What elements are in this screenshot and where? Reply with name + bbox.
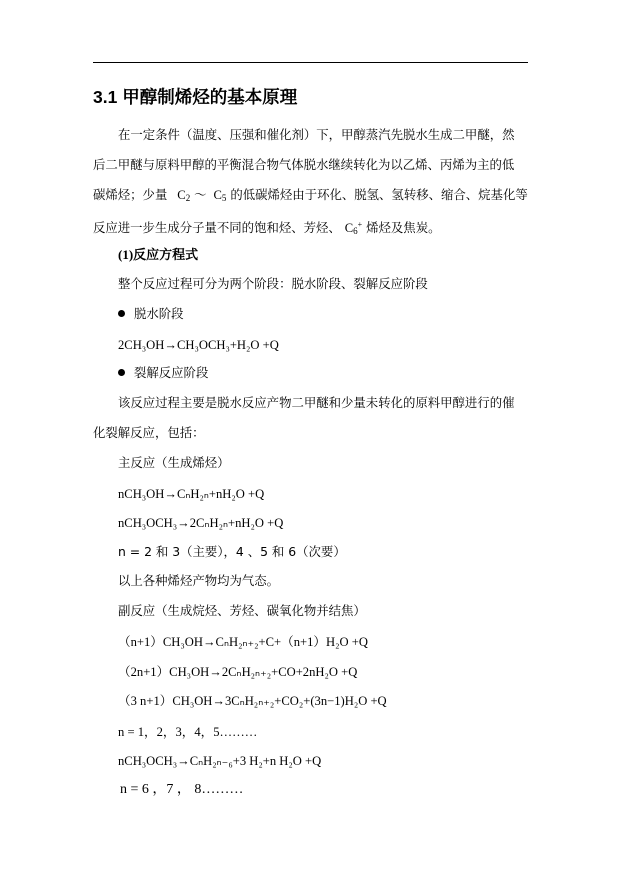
- bullet-dehydration-label: 脱水阶段: [134, 306, 184, 321]
- main-equation-2: nCH₃OCH₃→2CₙH₂ₙ+nH₂O +Q: [118, 516, 284, 530]
- main-reaction-heading: 主反应（生成烯烃）: [118, 455, 230, 470]
- side-equation-4: nCH₃OCH₃→CₙH₂ₙ₋₆+3 H₂+n H₂O +Q: [118, 754, 322, 768]
- header-rule: [93, 62, 528, 63]
- bullet-dehydration: [118, 306, 184, 322]
- bullet-cracking-label: 裂解反应阶段: [134, 365, 209, 380]
- intro-line-4: [93, 217, 440, 239]
- intro-line-3: [93, 187, 528, 206]
- bullet-dot-icon: [118, 310, 125, 317]
- intro-line-3-start: 碳烯烃；少量: [93, 187, 168, 202]
- c2-formula: C2: [177, 188, 191, 203]
- main-n-values: n = 2 和 3（主要），4 、5 和 6（次要）: [118, 544, 346, 559]
- intro-line-4-start: 反应进一步生成分子量不同的饱和烃、芳烃、: [93, 220, 341, 235]
- side-equation-2: （2n+1）CH₃OH→2CₙH₂ₙ₊₂+CO+2nH₂O +Q: [118, 665, 358, 679]
- gas-note: 以上各种烯烃产物均为气态。: [118, 573, 280, 588]
- side-equation-3: （3 n+1）CH₃OH→3CₙH₂ₙ₊₂+CO₂+(3n−1)H₂O +Q: [118, 694, 387, 708]
- equation-dehydration: 2CH₃OH→CH₃OCH₃+H₂O +Q: [118, 338, 279, 352]
- bullet-dot-icon: [118, 369, 125, 376]
- intro-line-1: 在一定条件（温度、压强和催化剂）下，甲醇蒸汽先脱水生成二甲醚，然: [118, 127, 515, 142]
- side-n-values-2: n = 6 ，7 ， 8………: [120, 782, 244, 797]
- main-equation-1: nCH₃OH→CₙH₂ₙ+nH₂O +Q: [118, 487, 265, 501]
- subsection-heading: (1)反应方程式: [118, 247, 199, 262]
- intro-line-4-end: 烯烃及焦炭。: [366, 220, 441, 235]
- section-heading: 3.1 甲醇制烯烃的基本原理: [93, 87, 298, 107]
- cracking-line-2: 化裂解反应，包括：: [93, 425, 205, 440]
- stages-text: 整个反应过程可分为两个阶段：脱水阶段、裂解反应阶段: [118, 276, 428, 291]
- tilde-symbol: ～: [194, 187, 207, 202]
- c5-formula: C5: [213, 188, 227, 203]
- side-reaction-heading: 副反应（生成烷烃、芳烃、碳氧化物并结焦）: [118, 603, 366, 618]
- intro-line-3-end: 的低碳烯烃由于环化、脱氢、氢转移、缩合、烷基化等: [230, 187, 528, 202]
- intro-line-2: 后二甲醚与原料甲醇的平衡混合物气体脱水继续转化为以乙烯、丙烯为主的低: [93, 157, 515, 172]
- bullet-cracking: [118, 365, 208, 381]
- side-equation-1: （n+1）CH₃OH→CₙH₂ₙ₊₂+C+（n+1）H₂O +Q: [118, 635, 368, 649]
- c6-formula: C6+: [344, 220, 363, 236]
- cracking-line-1: 该反应过程主要是脱水反应产物二甲醚和少量未转化的原料甲醇进行的催: [118, 395, 515, 410]
- side-n-values-1: n = 1，2，3，4，5………: [118, 725, 258, 739]
